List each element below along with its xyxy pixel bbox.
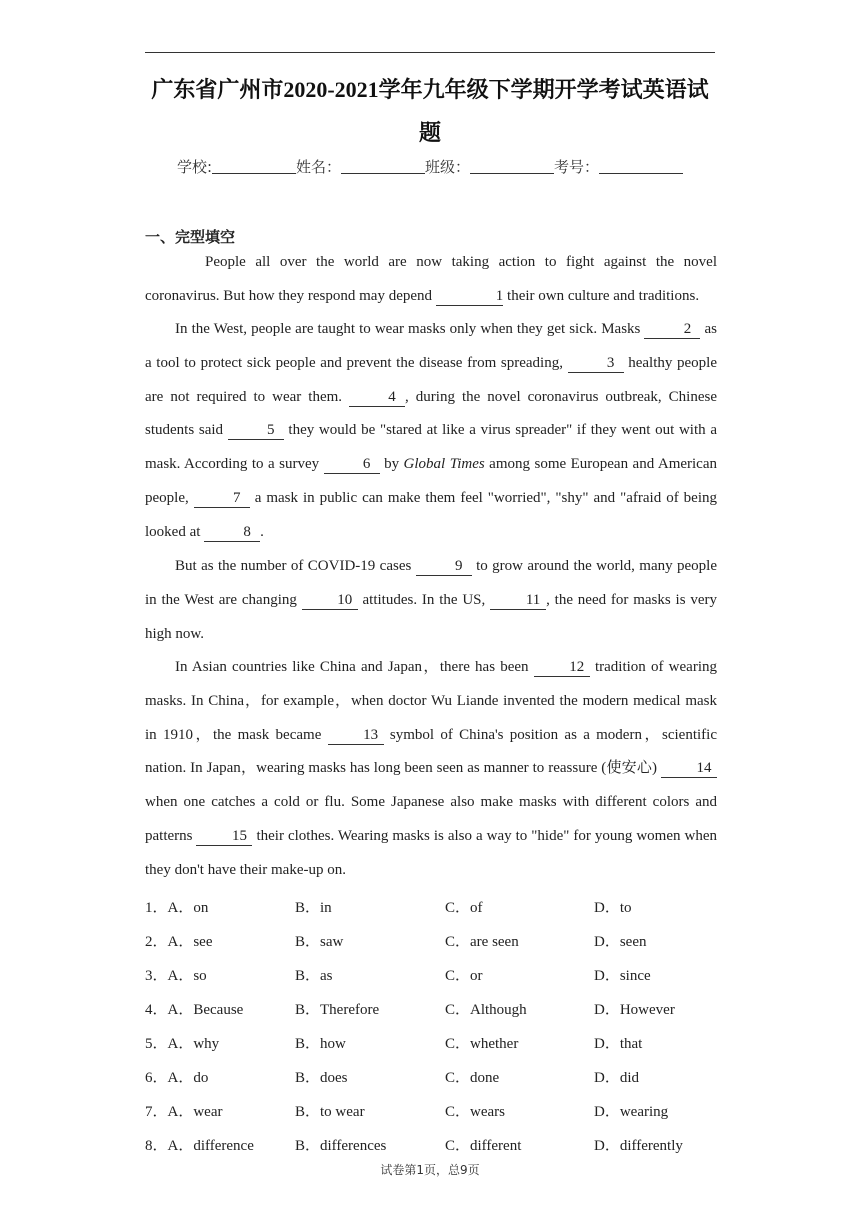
option-text: A．do bbox=[167, 1070, 209, 1086]
question-7-option-d[interactable]: D．wearing bbox=[594, 1104, 669, 1120]
question-number: 5． bbox=[145, 1036, 168, 1052]
question-6-option-b[interactable]: B．does bbox=[295, 1070, 348, 1086]
section-title: 一、完型填空 bbox=[145, 228, 236, 246]
passage-text: among some European and American people, bbox=[145, 456, 717, 506]
option-text: A．see bbox=[167, 934, 213, 950]
option-text: A．wear bbox=[167, 1104, 223, 1120]
page-title-continued: 题 bbox=[418, 120, 441, 145]
passage-text: symbol of China's position as a modern，scientific nation. In Japan，wearing masks has long been seen as manner to reassure (使安心) bbox=[145, 726, 717, 777]
question-1-option-d[interactable]: D．to bbox=[594, 900, 632, 916]
question-number: 1． bbox=[145, 900, 168, 916]
question-8-option-a[interactable] bbox=[145, 1134, 254, 1155]
option-text: A．so bbox=[167, 968, 207, 984]
passage-text: by bbox=[379, 456, 404, 473]
question-3-option-d[interactable]: D．since bbox=[594, 968, 651, 984]
question-row bbox=[145, 1066, 717, 1086]
passage-text: . bbox=[260, 523, 264, 540]
question-4-option-b[interactable]: B．Therefore bbox=[295, 1002, 380, 1018]
question-number: 6． bbox=[145, 1070, 168, 1086]
page-title: 广东省广州市2020-2021学年九年级下学期开学考试英语试 bbox=[151, 77, 709, 102]
question-4-option-d[interactable]: D．However bbox=[594, 1002, 675, 1018]
question-8-option-c[interactable]: C．different bbox=[445, 1138, 522, 1154]
question-4-option-c[interactable]: C．Although bbox=[445, 1002, 527, 1018]
passage-text: , the need for masks is very high now. bbox=[145, 591, 718, 642]
passage-text: their clothes. Wearing masks is also a way to "hide" for young women when they don't have their make-up on. bbox=[145, 827, 717, 878]
passage-text: when one catches a cold or flu. Some Japanese also make masks with different colors and patterns bbox=[145, 794, 717, 844]
question-5-option-d[interactable]: D．that bbox=[594, 1036, 643, 1052]
option-text: A．Because bbox=[167, 1002, 244, 1018]
question-number: 3． bbox=[145, 968, 168, 984]
question-3-option-a[interactable] bbox=[145, 964, 207, 985]
option-text: A．why bbox=[167, 1036, 220, 1052]
blank-11[interactable]: 11 bbox=[490, 591, 546, 610]
question-row bbox=[145, 1134, 717, 1154]
passage-text: they would be "stared at like a virus spreader" if they went out with a mask. According to a survey bbox=[145, 422, 717, 473]
question-row bbox=[145, 1032, 717, 1052]
question-number: 8． bbox=[145, 1138, 168, 1154]
question-1-option-c[interactable]: C．of bbox=[445, 900, 483, 916]
passage-paragraph-3 bbox=[145, 550, 717, 651]
question-row bbox=[145, 930, 717, 950]
passage-text: tradition of wearing masks. In China，for example，when doctor Wu Liande invented the modern medical mask in 1910，the mask became bbox=[145, 659, 717, 743]
passage-text: to grow around the world, many people in the West are changing bbox=[145, 558, 718, 608]
newspaper-name: Global Times bbox=[403, 456, 485, 473]
passage-text: , during the novel coronavirus outbreak, Chinese students said bbox=[145, 388, 717, 439]
blank-15[interactable]: 15 bbox=[196, 827, 252, 846]
question-3-option-b[interactable]: B．as bbox=[295, 968, 333, 984]
blank-5[interactable]: 5 bbox=[228, 421, 284, 440]
question-5-option-a[interactable] bbox=[145, 1032, 219, 1053]
question-number: 4． bbox=[145, 1002, 168, 1018]
blank-7[interactable]: 7 bbox=[194, 489, 250, 508]
question-number: 7． bbox=[145, 1104, 168, 1120]
question-6-option-a[interactable] bbox=[145, 1066, 208, 1087]
question-row bbox=[145, 964, 717, 984]
blank-3[interactable]: 3 bbox=[568, 354, 624, 373]
exam-number-label: 考号： bbox=[554, 158, 600, 176]
passage-paragraph-1 bbox=[145, 246, 717, 314]
page-footer: 试卷第1页，总9页 bbox=[380, 1163, 480, 1177]
blank-12[interactable]: 12 bbox=[534, 658, 590, 677]
question-5-option-b[interactable]: B．how bbox=[295, 1036, 346, 1052]
name-blank[interactable] bbox=[341, 159, 425, 174]
passage-text: In Asian countries like China and Japan，there has been bbox=[175, 659, 534, 675]
question-row bbox=[145, 998, 717, 1018]
question-6-option-d[interactable]: D．did bbox=[594, 1070, 640, 1086]
passage-text: attitudes. In the US, bbox=[357, 591, 491, 608]
student-info-line bbox=[145, 156, 715, 177]
blank-9[interactable]: 9 bbox=[416, 557, 472, 576]
option-text: A．difference bbox=[167, 1138, 254, 1154]
question-row bbox=[145, 1100, 717, 1120]
question-2-option-b[interactable]: B．saw bbox=[295, 934, 344, 950]
question-7-option-b[interactable]: B．to wear bbox=[295, 1104, 365, 1120]
question-6-option-c[interactable]: C．done bbox=[445, 1070, 500, 1086]
question-5-option-c[interactable]: C．whether bbox=[445, 1036, 519, 1052]
passage-text: In the West, people are taught to wear masks only when they get sick. Masks bbox=[175, 321, 645, 337]
question-8-option-b[interactable]: B．differences bbox=[295, 1138, 387, 1154]
exam-number-blank[interactable] bbox=[599, 159, 683, 174]
option-text: A．on bbox=[167, 900, 209, 916]
blank-4[interactable]: 4 bbox=[349, 388, 405, 407]
passage-paragraph-2 bbox=[145, 313, 717, 550]
passage-text: But as the number of COVID-19 cases bbox=[175, 558, 416, 574]
blank-6[interactable]: 6 bbox=[324, 455, 380, 474]
passage-text: a mask in public can make them feel "worried", "shy" and "afraid of being looked at bbox=[145, 489, 717, 540]
blank-10[interactable]: 10 bbox=[302, 591, 358, 610]
question-7-option-a[interactable] bbox=[145, 1100, 223, 1121]
question-7-option-c[interactable]: C．wears bbox=[445, 1104, 505, 1120]
passage-text: their own culture and traditions. bbox=[503, 287, 700, 304]
question-row bbox=[145, 896, 717, 916]
passage-text: healthy people are not required to wear them. bbox=[145, 354, 717, 405]
passage-text: as a tool to protect sick people and prevent the disease from spreading, bbox=[145, 321, 718, 371]
question-3-option-c[interactable]: C．or bbox=[445, 968, 483, 984]
passage-paragraph-4 bbox=[145, 651, 717, 888]
question-1-option-a[interactable] bbox=[145, 896, 208, 917]
question-1-option-b[interactable]: B．in bbox=[295, 900, 332, 916]
question-4-option-a[interactable] bbox=[145, 998, 243, 1019]
top-rule bbox=[145, 52, 715, 53]
class-blank[interactable] bbox=[470, 159, 554, 174]
blank-1[interactable]: 1 bbox=[436, 287, 504, 306]
blank-13[interactable]: 13 bbox=[328, 726, 384, 745]
name-label: 姓名： bbox=[296, 158, 342, 176]
school-label: 学校: bbox=[176, 158, 212, 176]
passage-text: People all over the world are now taking action to fight against the novel coronavirus. But how they respond may depend bbox=[145, 254, 717, 304]
question-2-option-a[interactable] bbox=[145, 930, 213, 951]
question-number: 2． bbox=[145, 934, 168, 950]
class-label: 班级： bbox=[425, 158, 471, 176]
school-blank[interactable] bbox=[212, 159, 296, 174]
question-8-option-d[interactable]: D．differently bbox=[594, 1138, 683, 1154]
blank-8[interactable]: 8 bbox=[204, 523, 260, 542]
question-2-option-c[interactable]: C．are seen bbox=[445, 934, 519, 950]
blank-2[interactable]: 2 bbox=[644, 320, 700, 339]
blank-14[interactable]: 14 bbox=[661, 759, 717, 778]
question-2-option-d[interactable]: D．seen bbox=[594, 934, 647, 950]
